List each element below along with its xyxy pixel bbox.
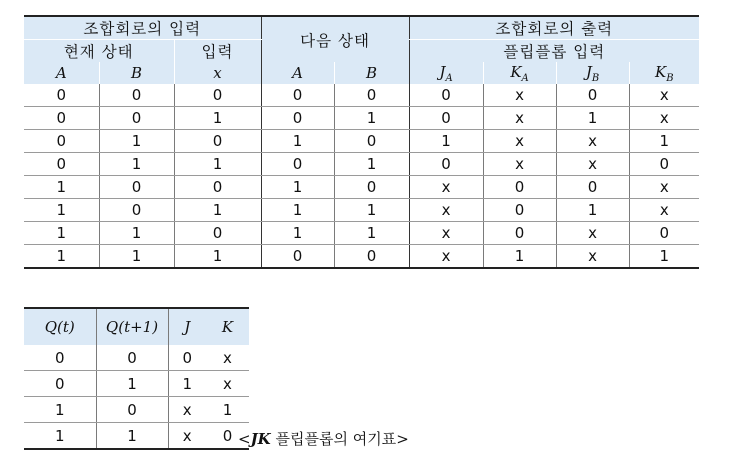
table-cell: x bbox=[629, 84, 699, 107]
table-cell: x bbox=[206, 345, 249, 371]
table-cell: 0 bbox=[629, 222, 699, 245]
table-cell: 0 bbox=[261, 107, 334, 130]
table-cell: x bbox=[556, 222, 629, 245]
table-cell: x bbox=[483, 107, 556, 130]
table-row bbox=[24, 84, 699, 107]
table-row bbox=[24, 199, 699, 222]
table-cell: 0 bbox=[174, 84, 261, 107]
table-cell: x bbox=[409, 222, 483, 245]
table-cell: 1 bbox=[206, 397, 249, 423]
table-cell: 1 bbox=[24, 176, 99, 199]
col-next-b: B bbox=[334, 62, 409, 84]
table-cell: 1 bbox=[174, 245, 261, 269]
table-cell: x bbox=[409, 176, 483, 199]
table-cell: 0 bbox=[409, 153, 483, 176]
table-cell: x bbox=[483, 130, 556, 153]
table-row bbox=[24, 130, 699, 153]
col-next-a: A bbox=[261, 62, 334, 84]
table-cell: 1 bbox=[99, 245, 174, 269]
table-cell: 1 bbox=[334, 222, 409, 245]
table-cell: 0 bbox=[174, 130, 261, 153]
table-caption: <JK 플립플롭의 여기표> bbox=[238, 430, 409, 448]
table-cell: 1 bbox=[174, 107, 261, 130]
table-row bbox=[24, 153, 699, 176]
table-cell: 0 bbox=[168, 345, 206, 371]
header-combinational-output: 조합회로의 출력 bbox=[409, 16, 699, 40]
table-cell: 0 bbox=[24, 84, 99, 107]
table-row bbox=[24, 397, 249, 423]
table-cell: 1 bbox=[99, 153, 174, 176]
table-row bbox=[24, 176, 699, 199]
table-cell: 1 bbox=[629, 245, 699, 269]
col-b: B bbox=[99, 62, 174, 84]
table-cell: 0 bbox=[334, 84, 409, 107]
table-cell: 0 bbox=[96, 345, 168, 371]
table-cell: 0 bbox=[99, 84, 174, 107]
table-cell: 1 bbox=[99, 130, 174, 153]
table-cell: 0 bbox=[334, 245, 409, 269]
table-cell: 0 bbox=[334, 176, 409, 199]
table-cell: x bbox=[629, 107, 699, 130]
table-cell: 1 bbox=[409, 130, 483, 153]
table-cell: 0 bbox=[483, 199, 556, 222]
table-cell: 1 bbox=[261, 199, 334, 222]
table-cell: 1 bbox=[261, 130, 334, 153]
table-cell: x bbox=[629, 176, 699, 199]
table-cell: 0 bbox=[409, 107, 483, 130]
table-row bbox=[24, 345, 249, 371]
table-cell: 1 bbox=[24, 199, 99, 222]
table-cell: 0 bbox=[222, 426, 233, 445]
table-cell: 1 bbox=[174, 153, 261, 176]
table-row bbox=[24, 107, 699, 130]
table-cell: 1 bbox=[334, 199, 409, 222]
table-cell: 1 bbox=[556, 199, 629, 222]
table-cell: 0 bbox=[483, 222, 556, 245]
table-row bbox=[24, 423, 249, 450]
table-cell: 0 bbox=[99, 176, 174, 199]
jk-excitation-table bbox=[24, 307, 249, 450]
table-cell: 0 bbox=[96, 397, 168, 423]
table-cell: 1 bbox=[629, 130, 699, 153]
table-cell: x bbox=[483, 153, 556, 176]
table-cell: 1 bbox=[261, 222, 334, 245]
table-cell: x bbox=[556, 245, 629, 269]
table-cell: x bbox=[409, 199, 483, 222]
header-next-state: 다음 상태 bbox=[261, 16, 409, 62]
table-cell: 0 bbox=[261, 84, 334, 107]
table-cell: 1 bbox=[483, 245, 556, 269]
table-cell: 0 bbox=[24, 130, 99, 153]
table-cell: 0 bbox=[556, 84, 629, 107]
table-cell: 1 bbox=[334, 153, 409, 176]
table-cell: 1 bbox=[556, 107, 629, 130]
table-cell: x bbox=[168, 397, 206, 423]
table-cell: 0 bbox=[24, 153, 99, 176]
table-cell: 0 bbox=[261, 153, 334, 176]
table-cell: x bbox=[629, 199, 699, 222]
table-row bbox=[24, 371, 249, 397]
table-cell: 0 bbox=[99, 107, 174, 130]
table-cell: 1 bbox=[96, 423, 168, 450]
header-input: 입력 bbox=[174, 40, 261, 63]
table-cell: 1 bbox=[174, 199, 261, 222]
table-cell: 0 bbox=[24, 345, 96, 371]
table-cell: 1 bbox=[56, 247, 67, 265]
table-cell: 0 bbox=[556, 176, 629, 199]
header-combinational-input: 조합회로의 입력 bbox=[24, 16, 261, 40]
table-cell: 0 bbox=[261, 245, 334, 269]
state-table bbox=[24, 15, 699, 269]
col-x: x bbox=[174, 62, 261, 84]
col-ja: $J_A$ bbox=[409, 62, 483, 84]
table-cell: 0 bbox=[409, 84, 483, 107]
table-cell: 0 bbox=[24, 371, 96, 397]
col-kb: $K_B$ bbox=[629, 62, 699, 84]
table-row bbox=[24, 222, 699, 245]
col-jb: $J_B$ bbox=[556, 62, 629, 84]
table-cell: 0 bbox=[24, 107, 99, 130]
table-cell: 1 bbox=[261, 176, 334, 199]
table-cell: 1 bbox=[168, 371, 206, 397]
table-cell: 0 bbox=[174, 176, 261, 199]
table-cell: 0 bbox=[99, 199, 174, 222]
table-cell: 1 bbox=[24, 397, 96, 423]
table-cell: x bbox=[556, 153, 629, 176]
table-cell: x bbox=[409, 245, 483, 269]
table-cell: 1 bbox=[54, 426, 65, 445]
table-cell: 0 bbox=[334, 130, 409, 153]
table-cell: 0 bbox=[629, 153, 699, 176]
table-row bbox=[24, 245, 699, 269]
header-flipflop-inputs: 플립플롭 입력 bbox=[409, 40, 699, 63]
header-present-state: 현재 상태 bbox=[24, 40, 174, 63]
table-cell: 0 bbox=[483, 176, 556, 199]
table-cell: x bbox=[483, 84, 556, 107]
jk-col-qt1: Q(t+1) bbox=[96, 308, 168, 345]
table-cell: 1 bbox=[24, 222, 99, 245]
col-a: A bbox=[24, 62, 99, 84]
table-cell: 1 bbox=[334, 107, 409, 130]
table-cell: 1 bbox=[96, 371, 168, 397]
table-cell: x bbox=[168, 423, 206, 450]
table-cell: 1 bbox=[99, 222, 174, 245]
table-cell: x bbox=[206, 371, 249, 397]
table-cell: 0 bbox=[174, 222, 261, 245]
jk-col-qt: Q(t) bbox=[24, 308, 96, 345]
jk-col-k: K bbox=[206, 308, 249, 345]
jk-col-j: J bbox=[168, 308, 206, 345]
table-cell: x bbox=[556, 130, 629, 153]
col-ka: $K_A$ bbox=[483, 62, 556, 84]
